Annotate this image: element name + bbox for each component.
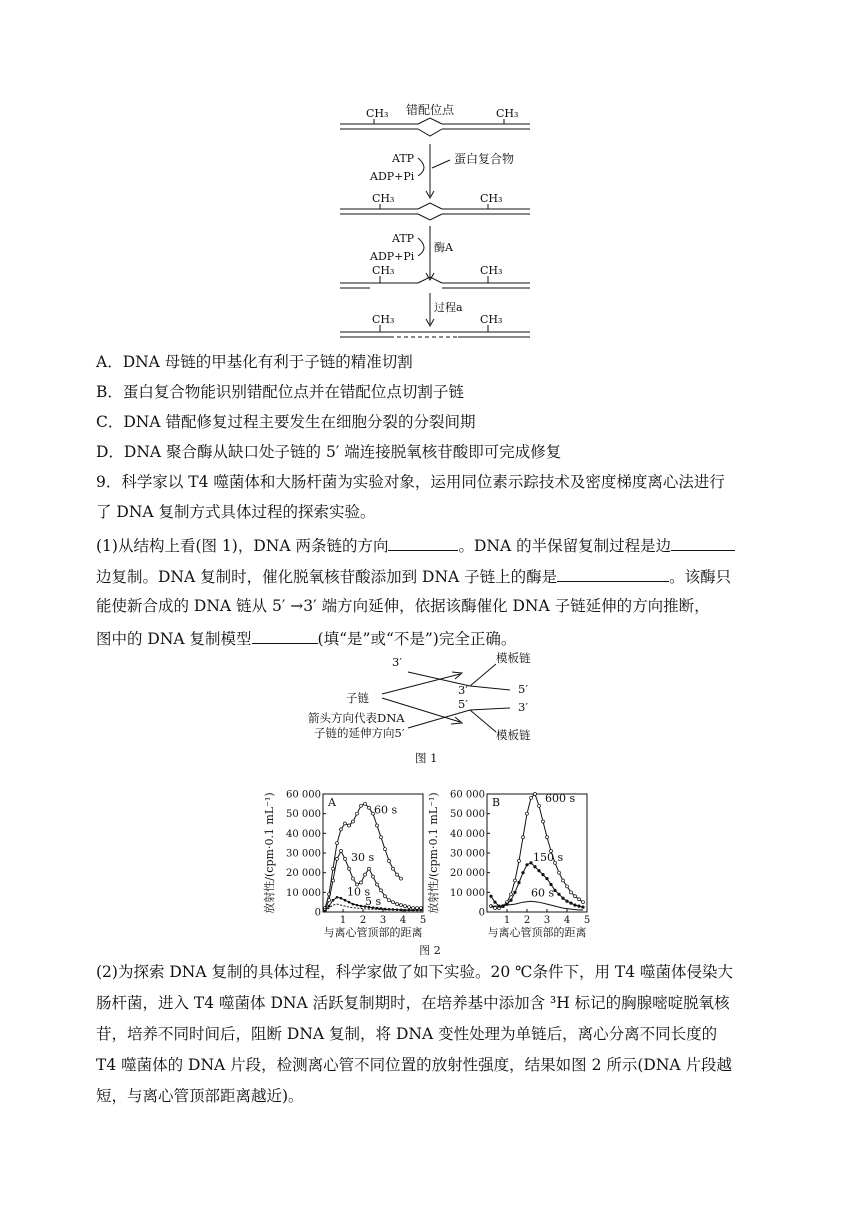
protein-complex-label: 蛋白复合物 [454, 152, 515, 166]
data-point [574, 895, 577, 898]
arrow-note-line2: 子链的延伸方向5′ [314, 726, 405, 740]
data-point [577, 905, 580, 908]
end-3prime-label: 3′ [458, 683, 468, 697]
y-tick-label: 0 [314, 907, 321, 919]
x-tick-label: 1 [339, 915, 347, 926]
ch3-label: CH₃ [496, 107, 519, 120]
data-point [525, 863, 528, 866]
y-tick-label: 60 000 [450, 789, 485, 801]
data-point [522, 836, 525, 839]
data-point [372, 875, 375, 878]
data-point [542, 820, 545, 823]
series-label: 30 s [351, 850, 375, 864]
data-point [541, 873, 544, 876]
data-point [581, 905, 584, 908]
data-point [332, 879, 335, 882]
end-3prime-label: 3′ [392, 655, 402, 669]
data-point [368, 867, 371, 870]
ch3-label: CH₃ [366, 107, 389, 120]
y-tick-label: 50 000 [286, 809, 321, 821]
data-point [360, 881, 363, 884]
y-tick-label: 40 000 [450, 828, 485, 840]
y-tick-label: 40 000 [286, 828, 321, 840]
y-axis-label: 放射性/(cpm·0.1 mL⁻¹) [427, 792, 440, 914]
data-point [534, 793, 537, 796]
data-point [384, 848, 387, 851]
data-point [356, 812, 359, 815]
q9-intro-line2: 了 DNA 复制方式具体过程的探索实验。 [96, 503, 376, 521]
data-point [384, 895, 387, 898]
data-point [340, 897, 343, 900]
q9-part2-line4: T4 噬菌体的 DNA 片段，检测离心管不同位置的放射性强度，结果如图 2 所示(DNA 片段越 [96, 1056, 733, 1074]
data-point [348, 901, 351, 904]
q9-part1-text: (1)从结构上看(图 1)，DNA 两条链的方向 [96, 537, 389, 555]
data-point [557, 893, 560, 896]
data-point [392, 901, 395, 904]
x-tick-label: 4 [399, 915, 407, 926]
ch3-label: CH₃ [372, 264, 395, 277]
q9-part1-text: 图中的 DNA 复制模型 [96, 630, 252, 648]
end-5prime-label: 5′ [518, 682, 528, 696]
data-point [340, 828, 343, 831]
adp-label: ADP+Pi [370, 250, 415, 263]
y-tick-label: 0 [478, 907, 485, 919]
figure-2-caption: 图 2 [419, 944, 441, 957]
series-label: 150 s [533, 850, 564, 864]
q9-part1-text: 。该酶只 [669, 568, 732, 586]
ch3-label: CH₃ [372, 313, 395, 326]
y-tick-label: 50 000 [450, 809, 485, 821]
data-point [336, 842, 339, 845]
y-tick-label: 20 000 [286, 868, 321, 880]
q9-part1-line1 [96, 534, 735, 556]
ch3-label: CH₃ [480, 313, 503, 326]
data-point [340, 850, 343, 853]
data-point [344, 857, 347, 860]
data-point [561, 897, 564, 900]
series-label: 60 s [531, 886, 555, 900]
series-label: 60 s [374, 803, 398, 817]
data-point [400, 904, 403, 907]
data-point [396, 903, 399, 906]
data-point [521, 871, 524, 874]
data-point [537, 869, 540, 872]
option-c: C．DNA 错配修复过程主要发生在细胞分裂的分裂间期 [96, 413, 476, 431]
data-point [569, 902, 572, 905]
data-point [352, 903, 355, 906]
q9-part1-line4 [96, 627, 516, 649]
atp-label: ATP [392, 232, 415, 245]
data-point [396, 873, 399, 876]
data-point [530, 796, 533, 799]
x-tick-label: 2 [523, 915, 531, 926]
x-tick-label: 4 [563, 915, 571, 926]
data-point [328, 899, 331, 902]
data-point [360, 905, 363, 908]
data-point [493, 901, 496, 904]
data-point [376, 824, 379, 827]
x-tick-label: 5 [583, 915, 591, 926]
data-point [352, 877, 355, 880]
data-point [392, 867, 395, 870]
q9-part2-line5: 短，与离心管顶部距离越近)。 [96, 1087, 304, 1105]
y-tick-label: 30 000 [286, 848, 321, 860]
data-point [364, 873, 367, 876]
arrow-note-line1: 箭头方向代表DNA [308, 711, 405, 725]
option-d: D．DNA 聚合酶从缺口处子链的 5′ 端连接脱氧核苷酸即可完成修复 [96, 443, 562, 461]
data-point [376, 883, 379, 886]
q9-part1-text: 。DNA 的半保留复制过程是边 [458, 537, 672, 555]
data-point [380, 889, 383, 892]
data-point [364, 802, 367, 805]
enzyme-a-label: 酶A [434, 241, 453, 254]
replication-model-figure-1 [300, 650, 550, 770]
q9-part2-line3: 苷，培养不同时间后，阻断 DNA 复制，将 DNA 变性处理为单链后，离心分离不同长度的 [96, 1025, 718, 1043]
q9-part1-line2 [96, 565, 731, 587]
y-tick-label: 10 000 [450, 887, 485, 899]
template-strand-label: 模板链 [496, 728, 531, 742]
data-point [404, 905, 407, 908]
data-point [352, 820, 355, 823]
data-point [380, 836, 383, 839]
data-point [526, 812, 529, 815]
answer-blank-enzyme[interactable] [557, 565, 669, 582]
q9-part2-line1: (2)为探索 DNA 复制的具体过程，科学家做了如下实验。20 ℃条件下，用 T4 噬菌体侵染大 [96, 963, 734, 981]
data-point [344, 822, 347, 825]
data-point [565, 900, 568, 903]
y-tick-label: 20 000 [450, 868, 485, 880]
q9-part1-line3: 能使新合成的 DNA 链从 5′ →3′ 端方向延伸，依据该酶催化 DNA 子链延伸的方向推断， [96, 597, 710, 615]
mismatch-site-label: 错配位点 [406, 103, 455, 117]
data-point [348, 824, 351, 827]
data-point [348, 867, 351, 870]
option-a: A．DNA 母链的甲基化有利于子链的精准切割 [96, 353, 413, 371]
q9-intro-line1: 9．科学家以 T4 噬菌体和大肠杆菌为实验对象，运用同位素示踪技术及密度梯度离心法进行 [96, 473, 725, 491]
data-point [538, 804, 541, 807]
data-point [332, 899, 335, 902]
answer-blank-model[interactable] [252, 627, 318, 644]
data-point [408, 906, 411, 909]
figure-1-caption: 图 1 [415, 751, 438, 765]
series-label: 10 s [347, 885, 371, 899]
data-point [514, 879, 517, 882]
data-point [582, 901, 585, 904]
data-point [336, 857, 339, 860]
data-point [562, 879, 565, 882]
data-point [368, 806, 371, 809]
end-3prime-label: 3′ [518, 700, 528, 714]
q9-part1-text: 边复制。DNA 复制时，催化脱氧核苷酸添加到 DNA 子链上的酶是 [96, 568, 558, 586]
y-tick-label: 30 000 [450, 848, 485, 860]
process-a-label: 过程a [434, 301, 463, 314]
y-axis-label: 放射性/(cpm·0.1 mL⁻¹) [263, 792, 276, 914]
series-line [491, 863, 583, 907]
mismatch-repair-figure [330, 96, 540, 346]
atp-label: ATP [392, 152, 415, 165]
data-point [517, 881, 520, 884]
data-point [360, 804, 363, 807]
ch3-label: CH₃ [372, 192, 395, 205]
answer-blank-process[interactable] [671, 534, 735, 551]
data-point [510, 893, 513, 896]
series-label: 5 s [365, 895, 382, 909]
data-point [400, 877, 403, 880]
data-point [545, 877, 548, 880]
series-label: 600 s [545, 791, 576, 805]
x-tick-label: 2 [359, 915, 367, 926]
x-axis-label: 与离心管顶部的距离 [487, 926, 587, 939]
data-point [388, 899, 391, 902]
adp-label: ADP+Pi [370, 170, 415, 183]
x-tick-label: 5 [419, 915, 427, 926]
ch3-label: CH₃ [480, 192, 503, 205]
data-point [356, 904, 359, 907]
answer-blank-direction[interactable] [388, 534, 458, 551]
data-point [344, 899, 347, 902]
panel-letter: B [492, 796, 501, 809]
x-axis-label: 与离心管顶部的距离 [323, 926, 423, 939]
data-point [494, 907, 497, 910]
x-tick-label: 1 [503, 915, 511, 926]
data-point [570, 891, 573, 894]
q9-part2-line2: 肠杆菌，进入 T4 噬菌体 DNA 活跃复制期时，在培养基中添加含 ³H 标记的胸腺嘧啶脱氧核 [96, 994, 730, 1012]
data-point [558, 871, 561, 874]
end-5prime-label: 5′ [458, 697, 468, 711]
data-point [388, 859, 391, 862]
option-b: B．蛋白复合物能识别错配位点并在错配位点切割子链 [96, 383, 464, 401]
data-point [566, 885, 569, 888]
daughter-strand-label: 子链 [346, 691, 369, 705]
x-tick-label: 3 [543, 915, 551, 926]
ch3-label: CH₃ [480, 264, 503, 277]
data-point [332, 867, 335, 870]
data-point [533, 865, 536, 868]
data-point [489, 895, 492, 898]
data-point [328, 905, 331, 908]
q9-part1-text: (填“是”或“不是”)完全正确。 [317, 630, 517, 648]
data-point [578, 898, 581, 901]
data-point [336, 896, 339, 899]
panel-letter: A [328, 796, 336, 809]
data-point [573, 904, 576, 907]
y-tick-label: 60 000 [286, 789, 321, 801]
data-point [546, 836, 549, 839]
data-point [518, 859, 521, 862]
y-tick-label: 10 000 [286, 887, 321, 899]
radioactivity-charts-figure-2 [250, 780, 610, 960]
x-tick-label: 3 [379, 915, 387, 926]
template-strand-label: 模板链 [496, 651, 531, 665]
data-point [509, 899, 512, 902]
data-point [513, 891, 516, 894]
